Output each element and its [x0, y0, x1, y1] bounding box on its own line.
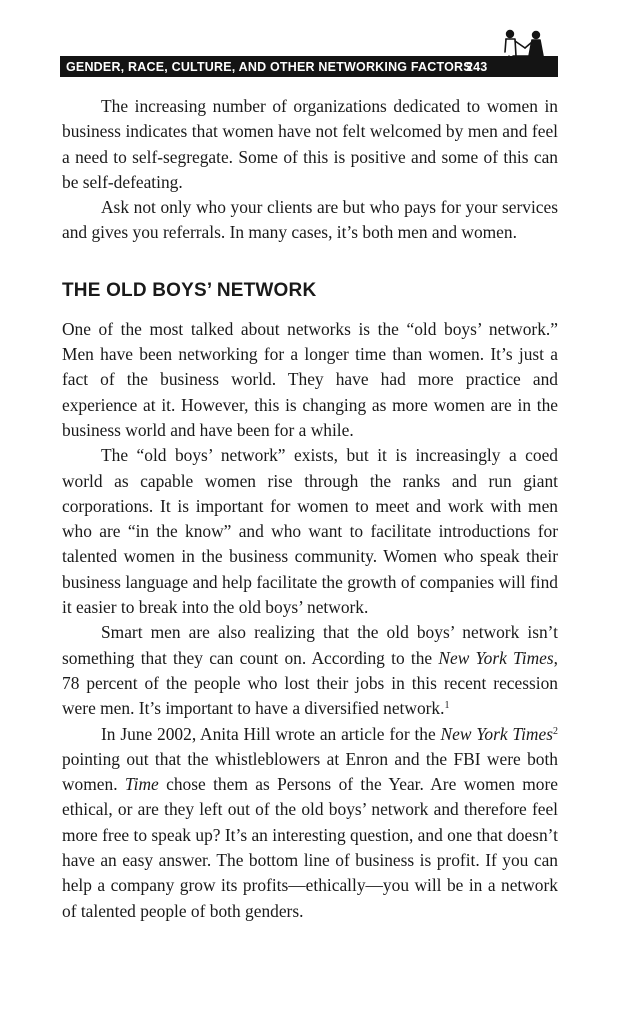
section-heading: THE OLD BOYS’ NETWORK [62, 279, 317, 301]
running-header [60, 56, 558, 77]
newspaper-title: New York Times [438, 647, 554, 668]
footnote-ref-1: 1 [444, 700, 450, 712]
magazine-title: Time [124, 774, 159, 795]
intro-paragraph-2: Ask not only who your clients are but who pays for your services and gives you referrals. In many cases, it’s both men and women. [62, 197, 558, 243]
paragraph-text: , 78 percent of the people who lost their jobs in this recent recession were men. It’s important to have a diversified network. [62, 647, 558, 719]
section-paragraph-2: The “old boys’ network” exists, but it is increasingly a coed world as capable women rise through the ranks and run giant corporations. It is important for women to meet and work with men who are “in the know” and who want to facilitate introductions for talented women in the business community. Women who speak their business language and help facilitate the growth of companies will find it easier to break into the old boys’ network. [62, 445, 558, 618]
intro-paragraph-1: The increasing number of organizations dedicated to women in business indicates that women have not felt welcomed by men and feel a need to self-segregate. Some of this is positive and some of this can be self-defeating. [62, 96, 558, 192]
page-number: 243 [466, 59, 488, 74]
paragraph-text: chose them as Persons of the Year. Are women more ethical, or are they left out of the old boys’ network and therefore feel more free to speak up? It’s an interesting question, and one that doesn’t have an easy answer. The bottom line of business is profit. If you can help a company grow its profits—ethically—you will be in a network of talented people of both genders. [62, 774, 558, 921]
section-paragraph-1: One of the most talked about networks is the “old boys’ network.” Men have been networking for a longer time than women. It’s just a fact of the business world. They have had more practice and experience at it. However, this is changing as more women are in the business world and have been for a while. [62, 318, 558, 440]
paragraph-text: In June 2002, Anita Hill wrote an article for the [101, 723, 441, 744]
page-body [62, 94, 558, 924]
newspaper-title: New York Times [440, 723, 553, 744]
section-paragraph-3 [62, 620, 558, 721]
paragraph-text: pointing out that the whistleblowers at Enron and the FBI were both women. [62, 748, 558, 795]
handshake-people-icon [496, 26, 560, 80]
footnote-ref-2: 2 [552, 725, 558, 737]
running-header-title: GENDER, RACE, CULTURE, AND OTHER NETWORKING FACTORS [66, 59, 472, 74]
paragraph-text: Smart men are also realizing that the old boys’ network isn’t something that they can count on. According to the [62, 622, 558, 668]
section-paragraph-4 [62, 722, 558, 924]
